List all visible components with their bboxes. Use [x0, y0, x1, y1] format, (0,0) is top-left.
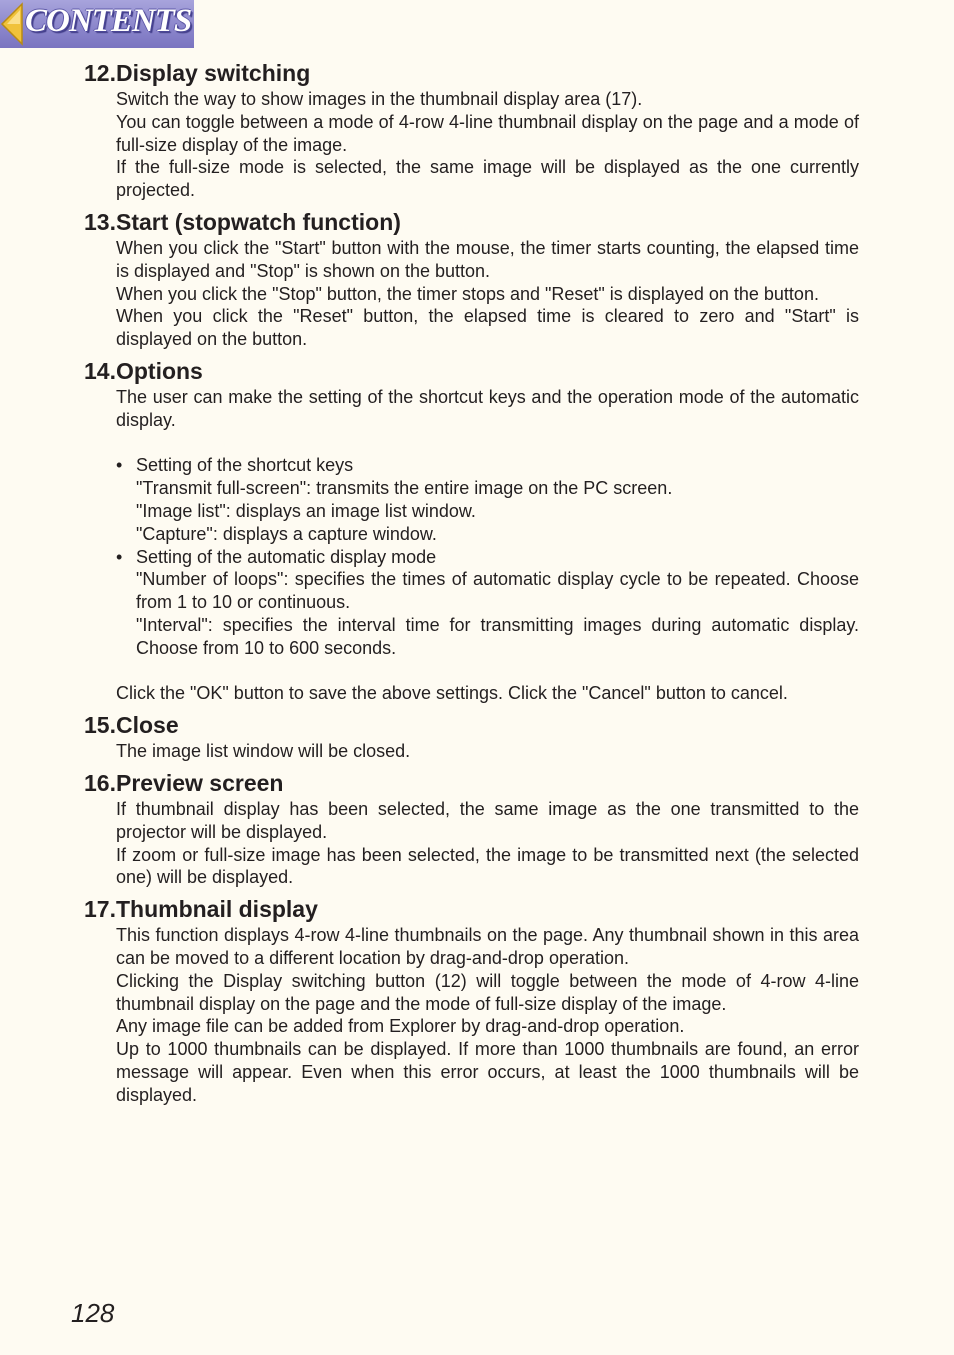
section-body [116, 386, 859, 705]
options-list [116, 454, 859, 659]
section-body [116, 88, 859, 202]
paragraph: This function displays 4-row 4-line thumbnails on the page. Any thumbnail shown in this area can be moved to a different location by drag-and-drop operation. [116, 925, 859, 968]
paragraph: If thumbnail display has been selected, the same image as the one transmitted to the projector will be displayed. [116, 798, 859, 842]
section-body [116, 740, 859, 763]
paragraph: When you click the "Reset" button, the elapsed time is cleared to zero and "Start" is displayed on the button. [116, 306, 859, 350]
page-number: 128 [71, 1298, 115, 1328]
section-body [116, 237, 859, 351]
paragraph: Up to 1000 thumbnails can be displayed. If more than 1000 thumbnails are found, an error message will appear. Even when this error occurs, at least the 1000 thumbnails will be displayed. [116, 1039, 859, 1105]
paragraph: If zoom or full-size image has been selected, the image to be transmitted next (the selected one) will be displayed. [116, 844, 859, 888]
bullet-line: "Transmit full-screen": transmits the entire image on the PC screen. [136, 478, 673, 499]
paragraph: Switch the way to show images in the thumbnail display area (17). [116, 89, 643, 109]
section-heading: 15.Close [84, 712, 179, 739]
bullet-line: "Interval": specifies the interval time for transmitting images during automatic display. Choose from 10 to 600 seconds. [136, 614, 859, 658]
section-thumbnail-display [84, 895, 859, 1106]
bullet-line: "Number of loops": specifies the times of automatic display cycle to be repeated. Choose from 1 to 10 or continuous. [136, 569, 859, 613]
section-heading: 16.Preview screen [84, 769, 284, 796]
paragraph: The image list window will be closed. [116, 741, 411, 762]
section-display-switching [84, 59, 859, 202]
section-preview-screen [84, 769, 859, 889]
section-heading: 17.Thumbnail display [84, 896, 318, 923]
bullet-line: "Capture": displays a capture window. [136, 523, 437, 544]
section-heading: 12.Display switching [84, 60, 311, 86]
bullet-icon: • [116, 546, 123, 567]
section-start-stopwatch [84, 208, 859, 351]
paragraph: Click the "OK" button to save the above settings. Click the "Cancel" button to cancel. [116, 683, 788, 704]
paragraph: Clicking the Display switching button (12) will toggle between the mode of 4-row 4-line thumbnail display on the page and the mode of full-size display of the image. [116, 970, 859, 1014]
section-options [84, 357, 859, 705]
paragraph: You can toggle between a mode of 4-row 4-line thumbnail display on the page and a mode of full-size display of the image. [116, 111, 859, 155]
section-close [84, 711, 859, 763]
section-body [116, 798, 859, 889]
paragraph: When you click the "Stop" button, the timer stops and "Reset" is displayed on the button. [116, 283, 819, 304]
section-heading: 14.Options [84, 357, 203, 384]
paragraph: The user can make the setting of the shortcut keys and the operation mode of the automatic display. [116, 386, 859, 430]
section-heading: 13.Start (stopwatch function) [84, 208, 401, 235]
paragraph: Any image file can be added from Explorer by drag-and-drop operation. [116, 1016, 685, 1037]
section-body [116, 924, 859, 1106]
bullet-line: "Image list": displays an image list window. [136, 500, 476, 521]
list-item [116, 546, 859, 660]
paragraph: If the full-size mode is selected, the same image will be displayed as the one currently projected. [116, 157, 859, 201]
paragraph: When you click the "Start" button with the mouse, the timer starts counting, the elapsed time is displayed and "Stop" is shown on the button. [116, 237, 859, 281]
bullet-icon: • [116, 455, 123, 476]
list-item [116, 454, 859, 545]
contents-label: CONTENTS [25, 3, 192, 39]
bullet-title: Setting of the automatic display mode [136, 546, 437, 567]
bullet-title: Setting of the shortcut keys [136, 455, 354, 476]
contents-button[interactable] [0, 0, 194, 48]
manual-content [84, 59, 859, 1106]
